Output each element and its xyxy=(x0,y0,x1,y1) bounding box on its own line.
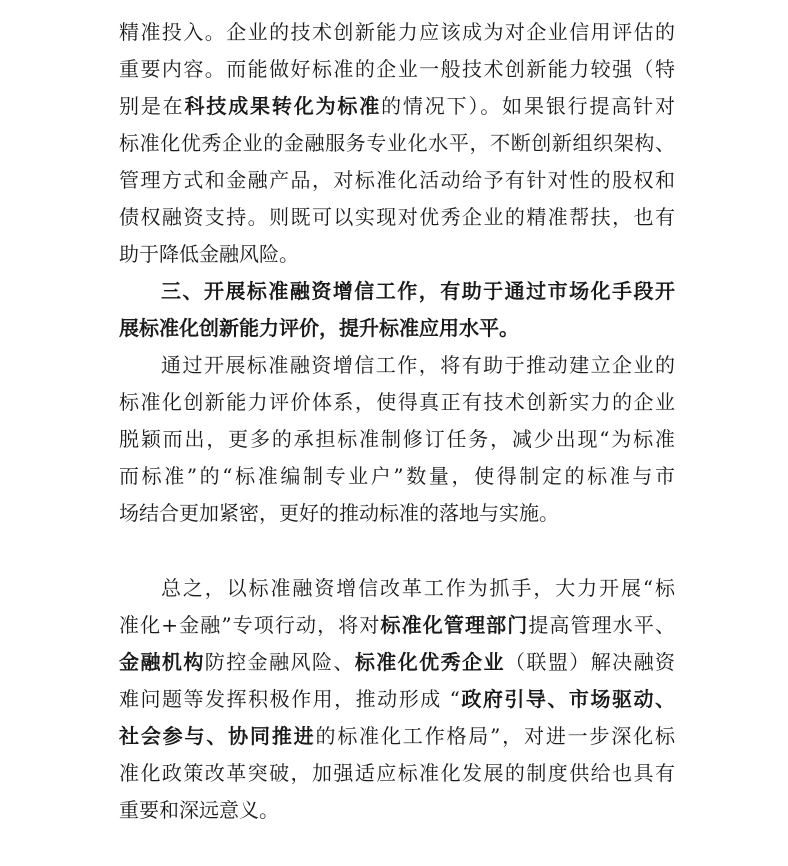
text-line xyxy=(119,125,675,162)
text-line xyxy=(119,681,675,718)
document-body xyxy=(119,14,675,829)
paragraph-gap xyxy=(119,532,675,570)
text-segment: 准化政策改革突破，加强适应标准化发展的制度供给也具有 xyxy=(119,761,675,785)
text-line xyxy=(119,347,675,384)
text-segment: 别是在 xyxy=(119,94,185,118)
text-segment: 债权融资支持。则既可以实现对优秀企业的精准帮扶，也有 xyxy=(119,205,675,229)
text-line xyxy=(119,570,675,607)
bold-text-segment: 政府引导、市场驱动、 xyxy=(459,687,675,711)
text-line xyxy=(119,162,675,199)
text-line xyxy=(119,718,675,755)
bold-text-segment: 社会参与、协同推进 xyxy=(119,724,316,748)
text-segment: 重要和深远意义。 xyxy=(119,798,279,822)
text-line xyxy=(119,755,675,792)
text-line xyxy=(119,236,675,273)
text-segment: 场结合更加紧密，更好的推动标准的落地与实施。 xyxy=(119,501,559,525)
text-line xyxy=(119,384,675,421)
bold-text-segment: 科技成果转化为标准 xyxy=(184,94,382,118)
text-segment: 总之，以标准融资增信改革工作为抓手，大力开展“标 xyxy=(161,576,675,600)
text-segment: 管理方式和金融产品，对标准化活动给予有针对性的股权和 xyxy=(119,168,675,192)
text-segment: 难问题等发挥积极作用，推动形成 “ xyxy=(119,687,460,711)
text-segment: 标准化创新能力评价体系，使得真正有技术创新实力的企业 xyxy=(119,390,675,414)
text-segment: 防控金融风险、 xyxy=(204,650,355,674)
bold-text-segment: 展标准化创新能力评价，提升标准应用水平。 xyxy=(119,316,519,340)
text-line xyxy=(119,273,675,310)
document-page xyxy=(119,14,675,829)
paragraph xyxy=(119,347,675,532)
text-segment: 的标准化工作格局”，对进一步深化标 xyxy=(315,724,675,748)
section-heading xyxy=(119,273,675,347)
text-segment: 脱颖而出，更多的承担标准制修订任务，减少出现“为标准 xyxy=(119,427,675,451)
text-line xyxy=(119,458,675,495)
bold-text-segment: 标准化优秀企业 xyxy=(354,650,505,674)
text-segment: 通过开展标准融资增信工作，将有助于推动建立企业的 xyxy=(161,353,675,377)
text-segment: 的情况下）。如果银行提高针对 xyxy=(381,94,676,118)
bold-text-segment: 标准化管理部门 xyxy=(380,613,529,637)
text-segment: 提高管理水平、 xyxy=(528,613,676,637)
bold-text-segment: 三、开展标准融资增信工作，有助于通过市场化手段开 xyxy=(161,279,675,303)
text-segment: 助于降低金融风险。 xyxy=(119,242,299,266)
text-segment: 标准化优秀企业的金融服务专业化水平，不断创新组织架构、 xyxy=(119,131,675,155)
text-line xyxy=(119,14,675,51)
text-segment: 准化+金融”专项行动，将对 xyxy=(119,613,381,637)
bold-text-segment: 金融机构 xyxy=(119,650,205,674)
text-line xyxy=(119,792,675,829)
text-line xyxy=(119,51,675,88)
paragraph xyxy=(119,14,675,273)
text-segment: 精准投入。企业的技术创新能力应该成为对企业信用评估的 xyxy=(119,20,675,44)
text-line xyxy=(119,607,675,644)
text-line xyxy=(119,88,675,125)
text-line xyxy=(119,495,675,532)
text-line xyxy=(119,199,675,236)
text-segment: 而标准”的“标准编制专业户”数量，使得制定的标准与市 xyxy=(119,464,675,488)
paragraph xyxy=(119,570,675,829)
text-segment: （联盟）解决融资 xyxy=(504,650,676,674)
text-segment: 重要内容。而能做好标准的企业一般技术创新能力较强（特 xyxy=(119,57,675,81)
text-line xyxy=(119,421,675,458)
text-line xyxy=(119,644,675,681)
text-line xyxy=(119,310,675,347)
